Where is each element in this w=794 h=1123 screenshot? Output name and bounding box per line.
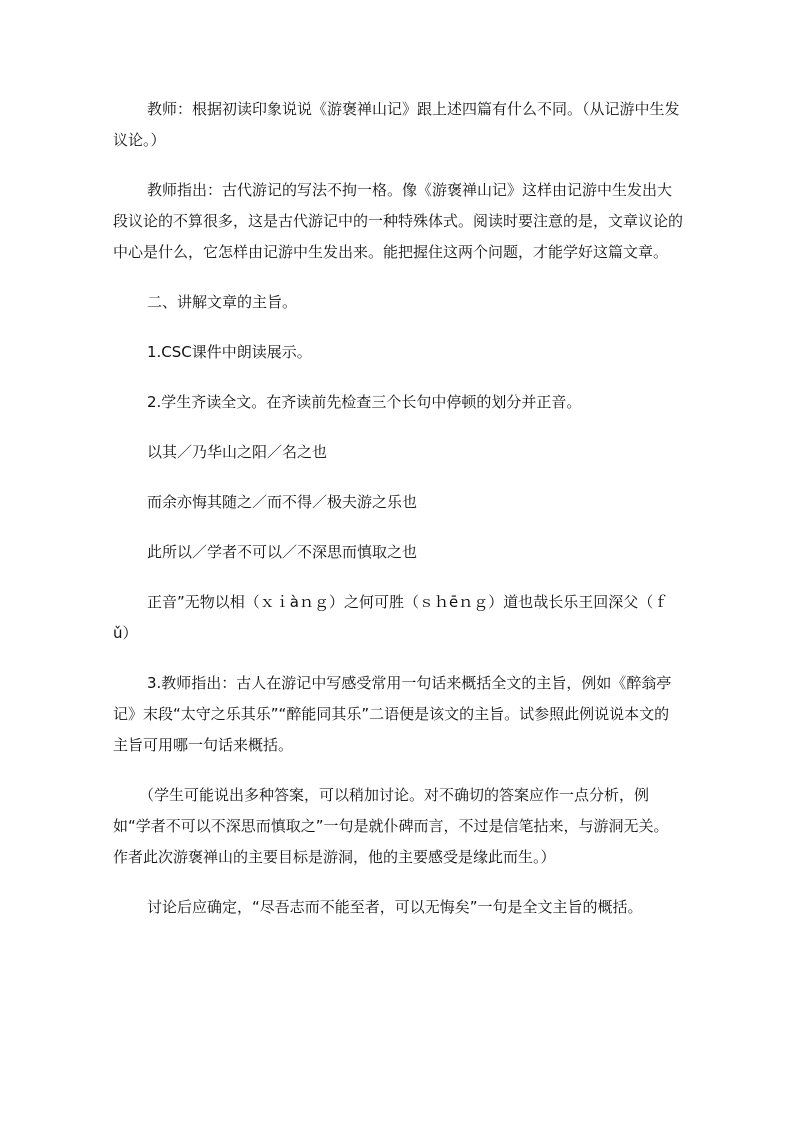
paragraph-step-3: 3.教师指出：古人在游记中写感受常用一句话来概括全文的主旨，例如《醉翁亭记》末段“太守之乐其乐”“醉能同其乐”二语便是该文的主旨。试参照此例说说本文的主旨可用哪一句话来概括。 — [113, 674, 672, 754]
pause-sentence-1: 以其／乃华山之阳／名之也 — [147, 443, 328, 461]
paragraph-pronunciation: 正音”无物以相（ｘｉàｎｇ）之何可胜（ｓｈēｎｇ）道也哉长乐王回深父（ｆǔ） — [113, 593, 669, 642]
document-body — [113, 94, 683, 942]
section-heading-theme: 二、讲解文章的主旨。 — [147, 293, 298, 311]
paragraph-teacher-question: 教师：根据初读印象说说《游褒禅山记》跟上述四篇有什么不同。（从记游中生发议论。） — [113, 100, 680, 149]
pause-sentence-3: 此所以／学者不可以／不深思而慎取之也 — [147, 543, 418, 561]
paragraph-conclusion: 讨论后应确定，“尽吾志而不能至者，可以无悔矣”一句是全文主旨的概括。 — [147, 898, 643, 916]
paragraph-teacher-points-out: 教师指出：古代游记的写法不拘一格。像《游褒禅山记》这样由记游中生发出大段议论的不算很多，这是古代游记中的一种特殊体式。阅读时要注意的是，文章议论的中心是什么，它怎样由记游中生发出来。能把握住这两个问题，才能学好这篇文章。 — [113, 181, 684, 261]
paragraph-student-answers: （学生可能说出多种答案，可以稍加讨论。对不确切的答案应作一点分析，例如“学者不可以不深思而慎取之”一句是就仆碑而言，不过是信笔拈来，与游洞无关。作者此次游褒禅山的主要目标是游洞，他的主要感受是缘此而生。） — [113, 786, 669, 866]
pause-sentence-2: 而余亦悔其随之／而不得／极夫游之乐也 — [147, 493, 418, 511]
paragraph-step-2: 2.学生齐读全文。在齐读前先检查三个长句中停顿的划分并正音。 — [147, 393, 582, 411]
paragraph-step-1: 1.CSC课件中朗读展示。 — [147, 343, 312, 361]
